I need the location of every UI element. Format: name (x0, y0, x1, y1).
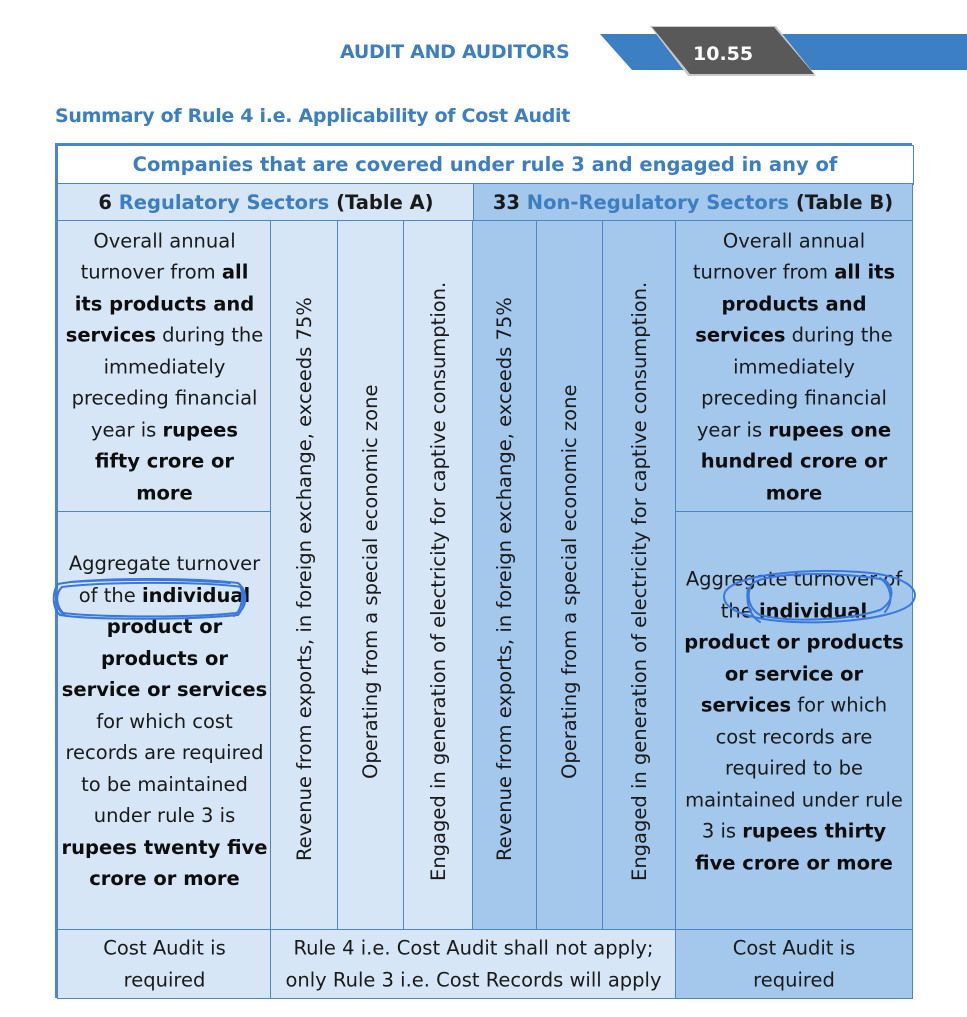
non-regulatory-result-cell (675, 929, 913, 999)
table-title-cell (57, 145, 914, 185)
non-regulatory-criterion-exports: Revenue from exports, in foreign exchange, exceeds 75% (472, 220, 538, 931)
regulatory-result: Cost Audit is required (103, 936, 226, 991)
chapter-title: AUDIT AND AUDITORS (340, 41, 570, 63)
regulatory-criterion-captive-electricity: Engaged in generation of electricity for captive consumption. (403, 220, 474, 931)
non-regulatory-aggregate-turnover-cell (675, 511, 913, 931)
middle-result: Rule 4 i.e. Cost Audit shall not apply; only Rule 3 i.e. Cost Records will apply (285, 936, 662, 991)
non-regulatory-criterion-captive-electricity: Engaged in generation of electricity for captive consumption. (602, 220, 677, 931)
non-regulatory-aggregate-turnover-text: Aggregate turnover of the individual product or products or service or services for which cost records are required to be maintained under rule 3 is rupees thirty five crore or more (684, 567, 904, 874)
regulatory-header-cell (57, 183, 476, 222)
non-regulatory-overall-turnover-text: Overall annual turnover from all its products and services during the immediately preceding financial year is rupees one hundred crore or more (692, 228, 896, 504)
regulatory-overall-turnover-text: Overall annual turnover from all its products and services during the immediately preceding financial year is rupees fifty crore or more (65, 228, 264, 504)
non-regulatory-table-ref: (Table B) (795, 191, 894, 214)
non-regulatory-result: Cost Audit is required (732, 936, 856, 991)
summary-title: Summary of Rule 4 i.e. Applicability of Cost Audit (55, 105, 570, 127)
non-regulatory-header-cell (473, 183, 913, 222)
non-regulatory-criterion-sez: Operating from a special economic zone (536, 220, 604, 931)
regulatory-overall-turnover-cell (57, 220, 273, 513)
middle-result-cell (270, 929, 677, 999)
non-regulatory-count: 33 (492, 191, 520, 214)
regulatory-criterion-sez: Operating from a special economic zone (337, 220, 405, 931)
applicability-table (55, 143, 912, 998)
regulatory-count: 6 (98, 191, 112, 214)
regulatory-aggregate-turnover-cell (57, 511, 273, 931)
page-number: 10.55 (693, 43, 754, 65)
regulatory-table-ref: (Table A) (336, 191, 434, 214)
non-regulatory-overall-turnover-cell (675, 220, 913, 513)
regulatory-aggregate-turnover-text: Aggregate turnover of the individual product or products or service or services for which cost records are required to be maintained under rule 3 is rupees twenty five crore or more (61, 551, 268, 890)
table-title: Companies that are covered under rule 3 and engaged in any of (132, 152, 838, 176)
regulatory-criterion-exports: Revenue from exports, in foreign exchange, exceeds 75% (270, 220, 339, 931)
regulatory-result-cell (57, 929, 273, 999)
non-regulatory-label: Non-Regulatory Sectors (526, 191, 790, 214)
regulatory-label: Regulatory Sectors (118, 191, 330, 214)
